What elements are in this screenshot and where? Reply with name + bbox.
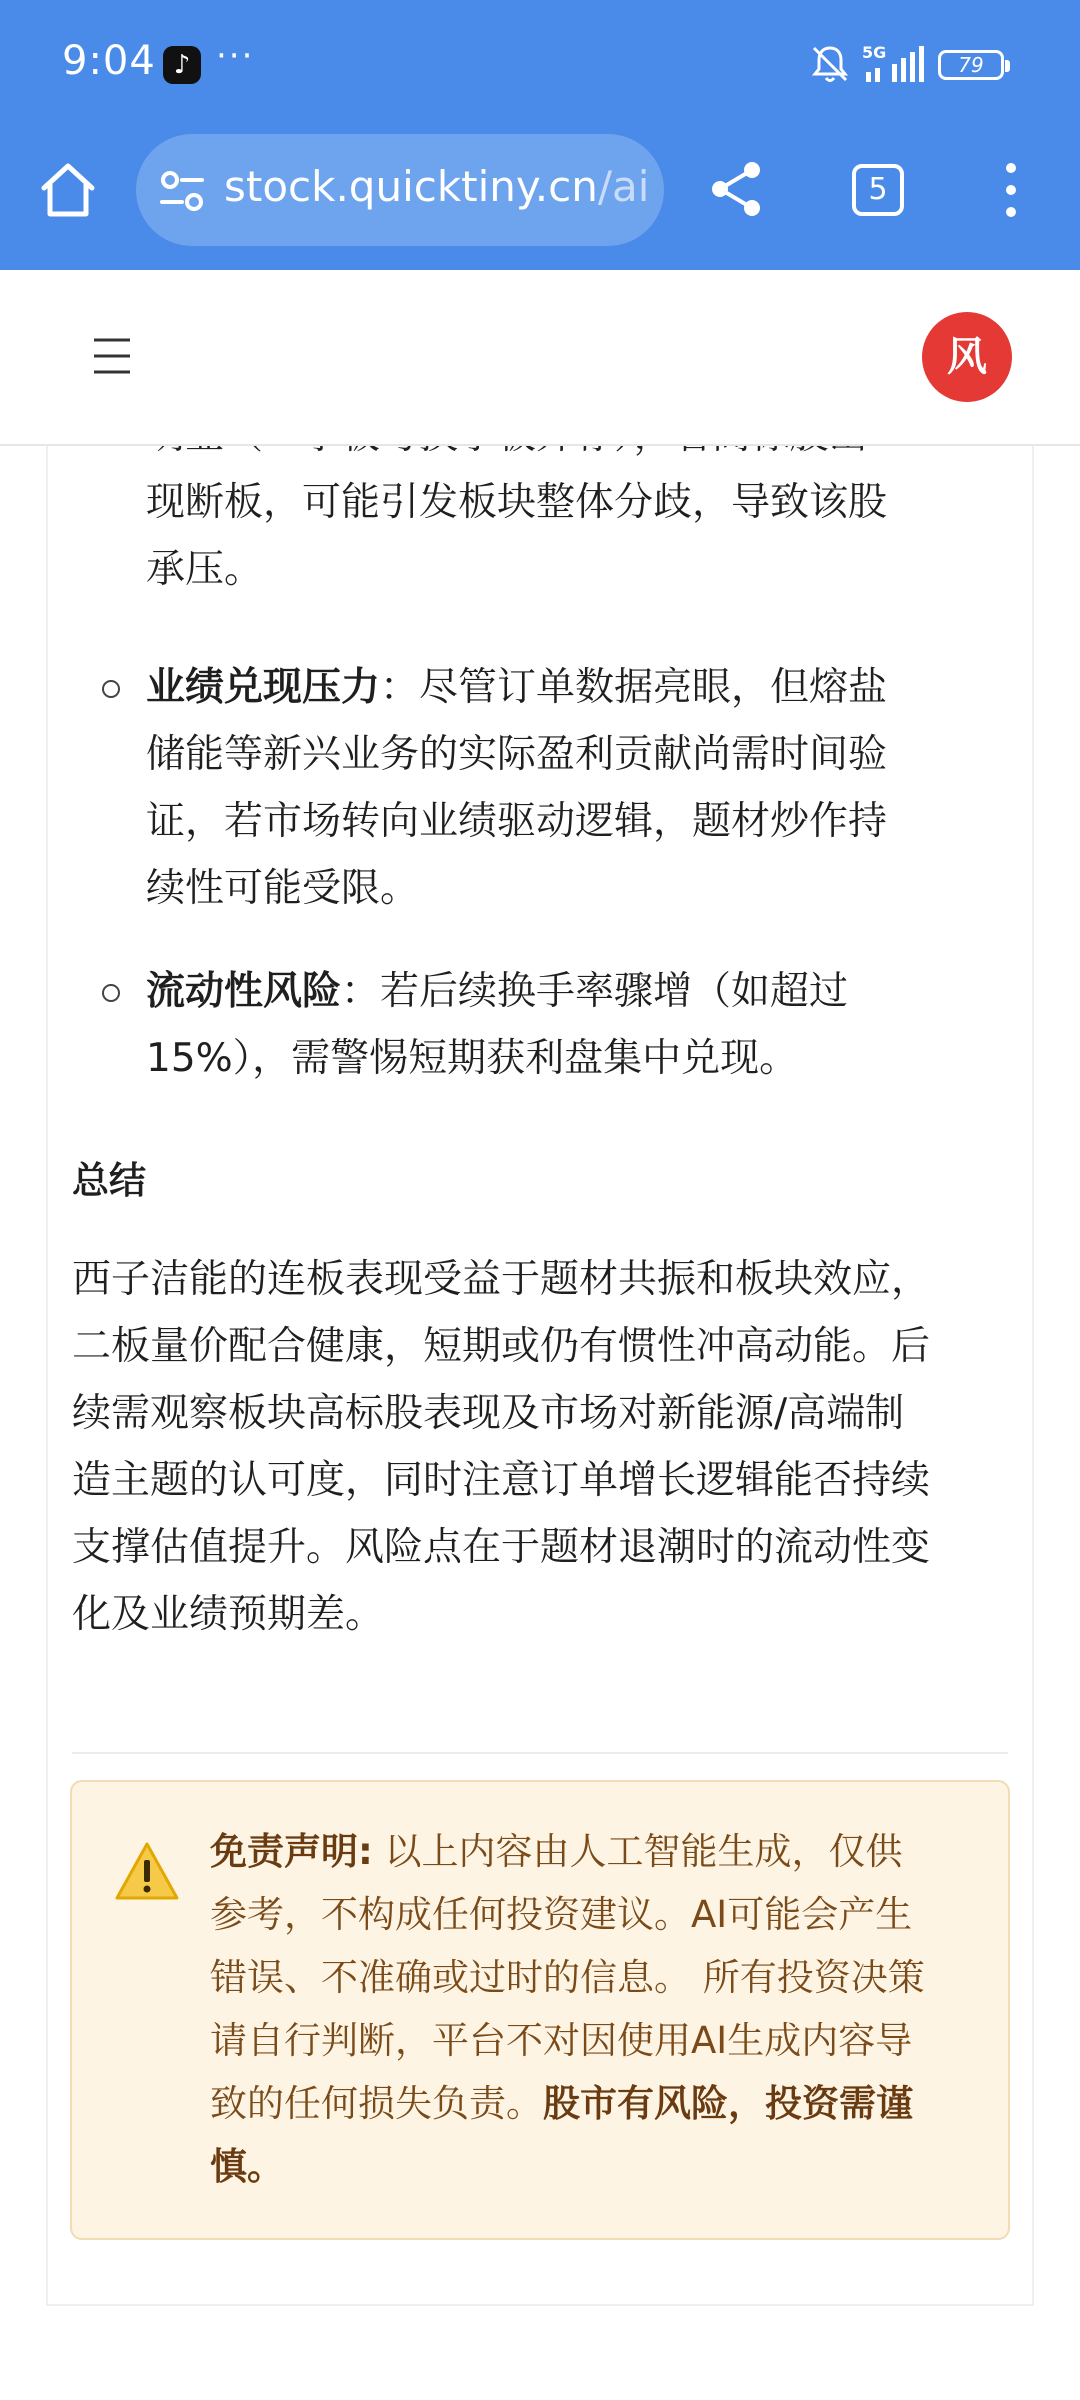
text-line: 承压。 [146, 547, 264, 592]
text-line: 15%），需警惕短期获利盘集中兑现。 [146, 1036, 799, 1081]
bullet-title: 业绩兑现压力 [146, 665, 381, 710]
browser-chrome [0, 0, 1080, 270]
status-bar [0, 0, 1080, 130]
tab-switcher-button[interactable] [852, 164, 904, 216]
text-line [146, 958, 1006, 1025]
bullet-text: ：若后续换手率骤增（如超过 [341, 969, 849, 1014]
text-line: 错误、不准确或过时的信息。 所有投资决策 [210, 1956, 925, 1999]
more-options-icon[interactable] [996, 158, 1026, 222]
url-domain: stock.quicktiny.cn [224, 162, 598, 211]
disclaimer-text-part: 致的任何损失负责。 [210, 2082, 543, 2125]
text-line: 支撑估值提升。风险点在于题材退潮时的流动性变 [72, 1525, 931, 1570]
risk-warning-bold: 股市有风险，投资需谨 [543, 2082, 913, 2125]
warning-icon [114, 1840, 180, 1902]
text-line: 化及业绩预期差。 [72, 1592, 385, 1637]
bullet-liquidity-risk [146, 958, 1006, 1092]
text-line [210, 1820, 990, 1883]
signal-5g-icon [862, 42, 926, 84]
bullet-circle-icon [102, 680, 120, 698]
hamburger-menu-icon[interactable] [92, 334, 132, 378]
text-line: 续性可能受限。 [146, 866, 420, 911]
text-line: 续需观察板块高标股表现及市场对新能源/高端制 [72, 1391, 905, 1436]
user-avatar[interactable]: 风 [922, 312, 1012, 402]
address-bar[interactable] [136, 134, 664, 246]
text-line [210, 2135, 990, 2198]
disclaimer-label: 免责声明: [210, 1830, 373, 1873]
text-line: 造主题的认可度，同时注意订单增长逻辑能否持续 [72, 1458, 931, 1503]
disclaimer-box [70, 1780, 1010, 2240]
bullet-title: 流动性风险 [146, 969, 342, 1014]
home-icon[interactable] [36, 158, 100, 222]
text-line: 现断板，可能引发板块整体分歧，导致该股 [146, 480, 888, 525]
risk-warning-bold: 慎。 [210, 2145, 284, 2188]
text-line [210, 2072, 990, 2135]
battery-level: 79 [958, 53, 984, 77]
tiktok-icon: ♪ [163, 46, 201, 84]
tab-count: 5 [868, 172, 888, 207]
bullet-performance-pressure [146, 654, 1006, 922]
divider [72, 1752, 1008, 1754]
bell-muted-icon [808, 42, 852, 86]
network-label: 5G [862, 43, 887, 62]
status-time: 9:04 [62, 38, 156, 84]
text-line: 二板量价配合健康，短期或仍有惯性冲高动能。后 [72, 1324, 931, 1369]
summary-heading: 总结 [72, 1159, 146, 1202]
browser-toolbar [0, 130, 1080, 270]
text-line: 请自行判断，平台不对因使用AI生成内容导 [210, 2019, 913, 2062]
bullet-text: ：尽管订单数据亮眼，但熔盐 [380, 665, 888, 710]
more-notifications-indicator: ··· [216, 36, 255, 76]
site-header [0, 270, 1080, 446]
text-line: 西子洁能的连板表现受益于题材共振和板块效应， [72, 1257, 931, 1302]
summary-paragraph [72, 1246, 1012, 1648]
text-line: 参考，不构成任何投资建议。AI可能会产生 [210, 1893, 913, 1936]
partial-paragraph [146, 446, 996, 616]
bullet-circle-icon [102, 984, 120, 1002]
disclaimer-text-part: 以上内容由人工智能生成，仅供 [372, 1830, 903, 1873]
url-text[interactable] [224, 162, 649, 211]
text-line [146, 654, 1006, 721]
text-line: 储能等新兴业务的实际盈利贡献尚需时间验 [146, 732, 888, 777]
text-line: 证，若市场转向业绩驱动逻辑，题材炒作持 [146, 799, 888, 844]
disclaimer-text [210, 1820, 990, 2198]
url-path: /ai [597, 162, 650, 211]
site-settings-icon[interactable] [158, 168, 206, 214]
share-icon[interactable] [706, 158, 768, 220]
battery-icon [938, 50, 1004, 80]
